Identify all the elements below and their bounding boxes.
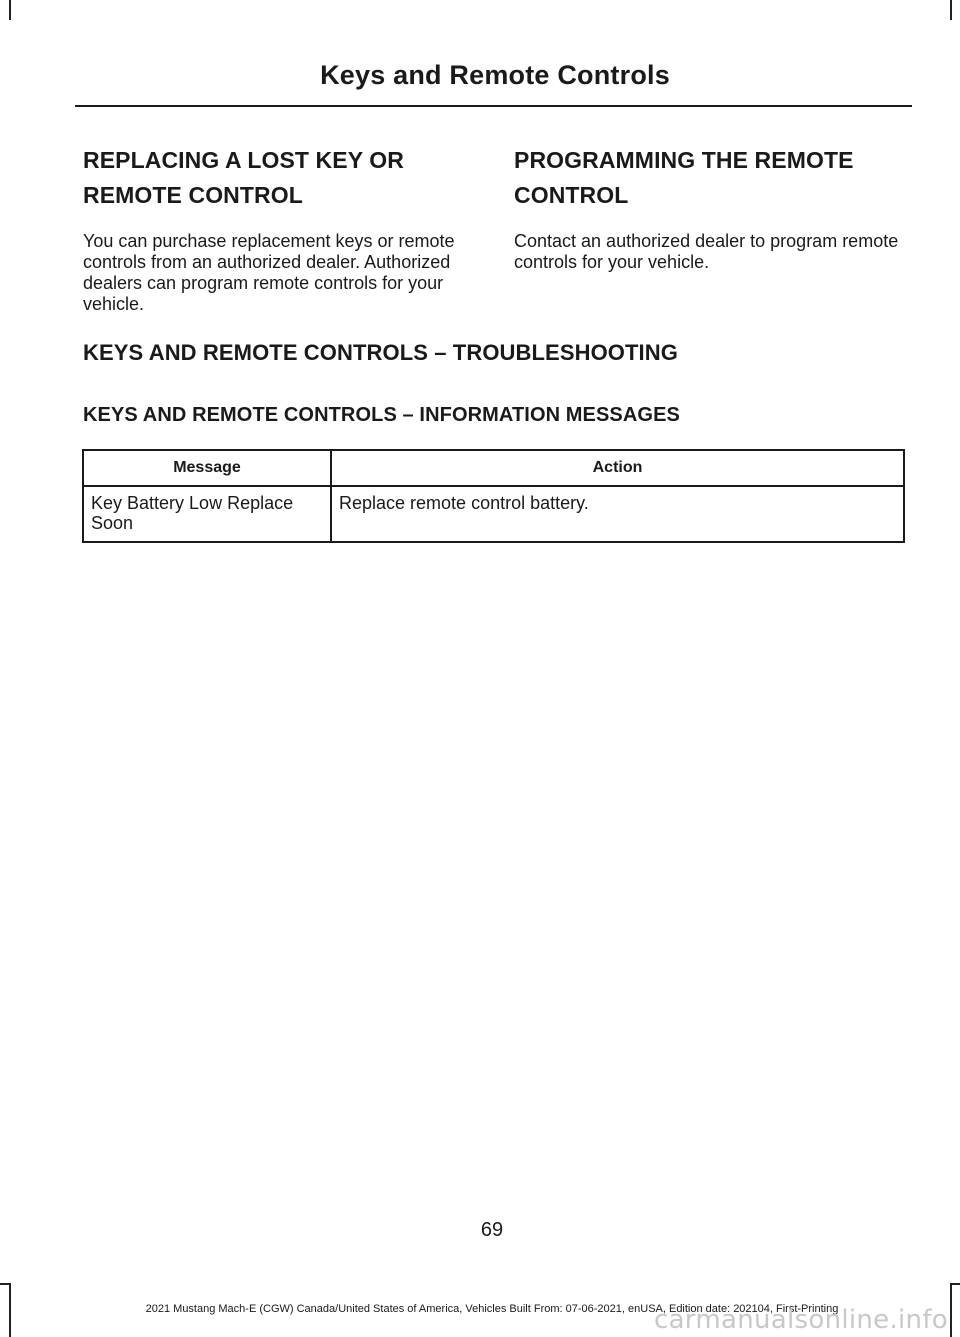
crop-mark-right-horizontal <box>950 1283 960 1285</box>
section-heading-line1: PROGRAMMING THE REMOTE <box>514 147 854 173</box>
table-header-message: Message <box>83 450 331 486</box>
watermark: carmanualsonline.info <box>653 1305 948 1335</box>
section-heading <box>514 143 914 213</box>
section-heading-line2: REMOTE CONTROL <box>83 182 303 208</box>
information-messages-heading: KEYS AND REMOTE CONTROLS – INFORMATION MESSAGES <box>83 404 680 426</box>
section-heading-line1: REPLACING A LOST KEY OR <box>83 147 404 173</box>
crop-mark-left-horizontal <box>0 1283 11 1285</box>
table-header-row <box>83 450 904 486</box>
section-replacing-lost-key <box>83 143 478 315</box>
table-cell-action: Replace remote control battery. <box>331 486 904 542</box>
header-divider <box>75 105 912 107</box>
section-programming-remote <box>514 143 914 273</box>
page-header-title: Keys and Remote Controls <box>320 60 670 90</box>
troubleshooting-heading: KEYS AND REMOTE CONTROLS – TROUBLESHOOTING <box>83 340 678 365</box>
page-footer: 2021 Mustang Mach-E (CGW) Canada/United States of America, Vehicles Built From: 07-06-2021, enUSA, Edition date: 202104, First-Printing <box>145 1303 839 1315</box>
table-row <box>83 486 904 542</box>
crop-mark-top-right-vertical <box>950 0 952 20</box>
table-header-action: Action <box>331 450 904 486</box>
section-heading-line2: CONTROL <box>514 182 629 208</box>
table-cell-message: Key Battery Low Replace Soon <box>83 486 331 542</box>
information-messages-table <box>82 449 905 543</box>
section-body: You can purchase replacement keys or remote controls from an authorized dealer. Authorized dealers can program remote controls for your vehicle. <box>83 231 455 314</box>
section-heading <box>83 143 478 213</box>
crop-mark-top-left-vertical <box>9 0 11 20</box>
page-number: 69 <box>480 1219 504 1241</box>
section-body: Contact an authorized dealer to program remote controls for your vehicle. <box>514 231 899 272</box>
